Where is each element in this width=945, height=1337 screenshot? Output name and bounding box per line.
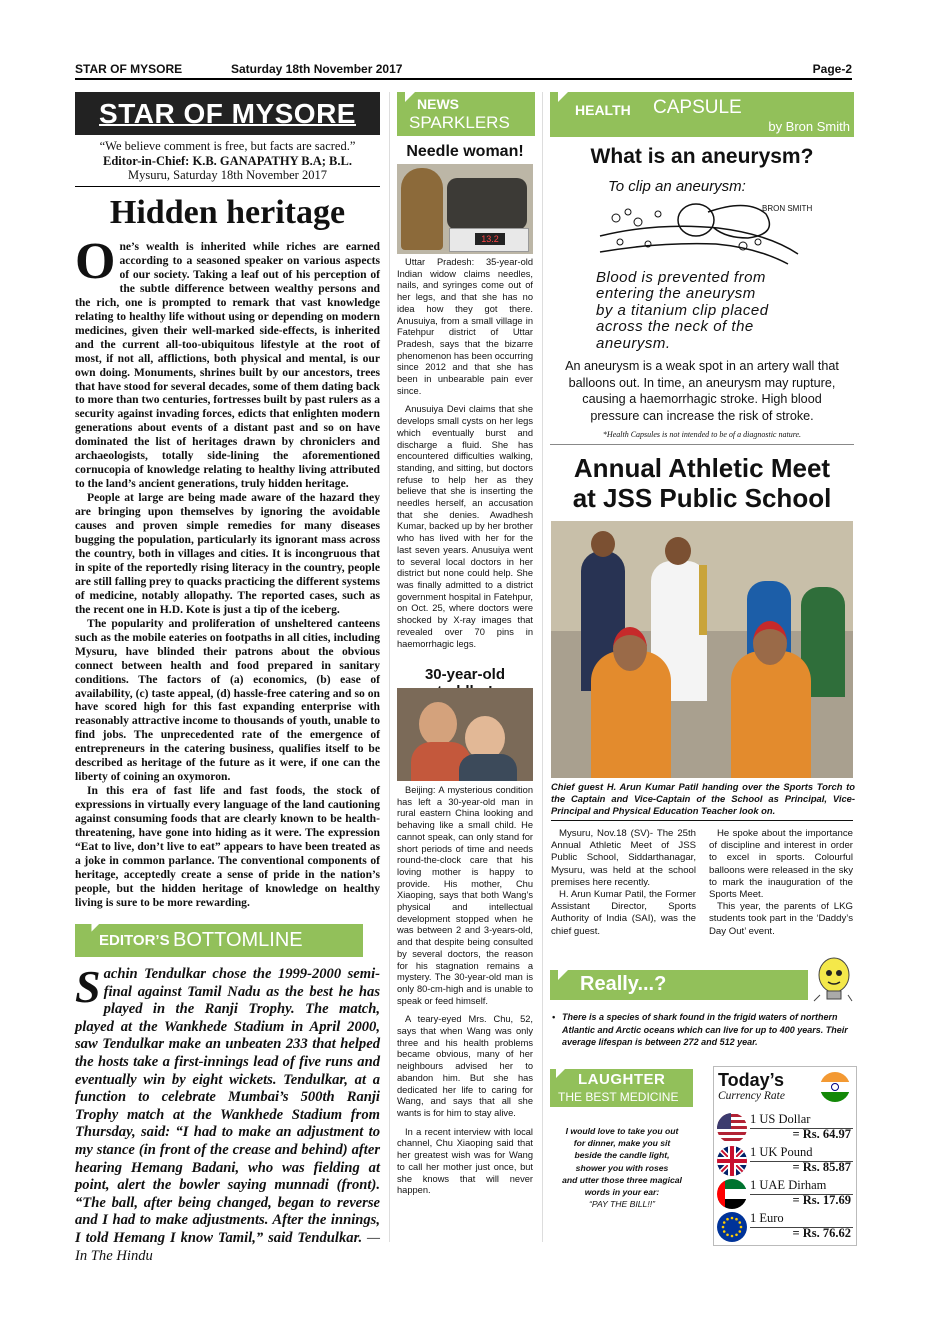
column-rule	[542, 92, 543, 1242]
laughter-label-1: LAUGHTER	[578, 1071, 666, 1088]
joke-line: words in your ear:	[584, 1187, 660, 1198]
weighing-scale	[449, 228, 529, 252]
header-paper-name: STAR OF MYSORE	[75, 62, 183, 76]
currency-value: = Rs. 17.69	[792, 1193, 851, 1207]
masthead-editor: Editor-in-Chief: K.B. GANAPATHY B.A; B.L.	[103, 153, 352, 168]
editorial-paragraph: People at large are being made aware of the hazard they are bringing upon themselves by ignoring the avoidable causes and proven simple remedies for many diseases bugging the population, particularly its ignorant mass across the country, both in villages and cities. It is incongruous that in spite of the reportedly rising literacy in the country, people are still falling prey to quacks practicing the different systems of medicine, notably allopathy. The reported cases, such as the recent one in H.D. Kote is just a tip of the iceberg.	[75, 491, 380, 616]
banner-notch	[558, 970, 568, 980]
column-rule	[389, 92, 390, 1242]
editorial-dropcap: O	[75, 233, 116, 290]
story2-title: 30-year-old	[424, 666, 506, 683]
child-clothing	[459, 754, 517, 781]
banner-notch	[556, 1069, 565, 1078]
needle-woman-photo	[397, 164, 533, 254]
athletic-paragraph: Mysuru, Nov.18 (SV)- The 25th Annual Athletic Meet of JSS Public School, Siddarthanagar, Mysuru, was held at the school premises here recently.	[551, 828, 696, 888]
editorial-body	[75, 233, 380, 910]
joke-line: beside the candle light,	[574, 1150, 670, 1161]
editorial-paragraph: In this era of fast life and fast foods, the stock of expressions in virtually every language of the land cautioning against consuming foods that are clearly known to be health-threatening, have gone into hiding as it were. The expression “Eat to live, don’t live to eat” appears to have been treated as a joke in common parlance. The conventional components of heritage, acceptedly create a sense of pride in the nation’s people, but the hidden heritage of knowledge on healthy living is sure to be more rewarding.	[75, 784, 380, 909]
really-fact: There is a species of shark found in the frigid waters of northern Atlantic and Arctic oceans which can live for up to 400 years. Their average lifespan is between 272 and 512 year.	[562, 1012, 848, 1047]
currency-title: Today’s	[718, 1070, 785, 1090]
laughter-joke	[552, 1125, 692, 1210]
story2-body	[397, 785, 533, 1204]
story-paragraph: A teary-eyed Mrs. Chu, 52, says that when Wang was only three and his health problems became obvious, many of her neighbours advised her to abandon him. But she has dedicated her life to caring for Wang, and says that all she wants is for him to stay alive.	[397, 1014, 533, 1118]
mother-face	[419, 702, 457, 746]
india-flag-icon	[819, 1071, 851, 1103]
story1-title: Needle woman!	[406, 143, 524, 160]
athletic-title-line-2: at JSS Public School	[572, 483, 832, 513]
joke-line: shower you with roses	[575, 1162, 669, 1173]
athletic-photo	[551, 521, 853, 778]
masthead-logo: STAR OF MYSORE	[75, 92, 380, 135]
currency-subtitle: Currency Rate	[718, 1090, 785, 1102]
currency-row-aed	[716, 1178, 853, 1210]
usa-flag-icon	[716, 1112, 748, 1144]
bottomline-dropcap: S	[75, 961, 101, 1012]
bottomline-banner	[75, 924, 363, 957]
health-body: An aneurysm is a weak spot in an artery wall that balloons out. In time, an aneurysm may rupture, causing a haemorrhagic stroke. High blood pressure can increase the risk of stroke.	[565, 359, 839, 423]
currency-name: 1 US Dollar	[750, 1112, 811, 1126]
sparklers-banner	[397, 92, 535, 136]
currency-value: = Rs. 64.97	[792, 1127, 851, 1141]
captain-head	[613, 627, 647, 671]
banner-notch	[405, 92, 415, 102]
athletic-paragraph: H. Arun Kumar Patil, the Former Assistant Director, Sports Authority of India (SAI), was the chief guest.	[551, 889, 696, 937]
joke-line: for dinner, make you sit	[573, 1138, 671, 1149]
handwritten-line: Blood is prevented from	[596, 269, 766, 286]
athletic-paragraph: This year, the parents of LKG students took part in the ‘Daddy’s Day Out’ event.	[709, 901, 853, 937]
currency-row-gbp	[716, 1145, 853, 1177]
joke-punchline: “PAY THE BILL!!”	[589, 1199, 655, 1210]
header-date: Saturday 18th November 2017	[231, 62, 403, 76]
athletic-paragraph: He spoke about the importance of discipline and interest in order to excel in sports. Colourful balloons were released in the sky to mark the inauguration of the Sports Meet.	[709, 828, 853, 901]
story-paragraph: Anusuiya Devi claims that she develops small cysts on her legs which eventually burst and discharge a fluid. She has encountered difficulties walking, standing, and sitting, but doctors refuse to help her as they believe that she is inserting the needles herself, an accusation that she denies. Awadhesh Kumar, backed up by her brother who has lived with her for the last seven years. Anusuiya went to several local doctors in her district but none could help. She was finally admitted to a district government hospital in Fatehpur, on Oct. 25, where doctors were shocked by X-ray images that revealed over 70 pins in haemorrhagic legs.	[397, 404, 533, 649]
currency-row-usd	[716, 1112, 853, 1144]
sports-torch	[699, 565, 707, 635]
uae-flag-icon	[716, 1178, 748, 1210]
handwritten-line: across the neck of the	[596, 318, 754, 336]
handwritten-line: entering the aneurysm	[596, 285, 756, 303]
header-page-number: Page-2	[812, 62, 852, 76]
currency-name: 1 Euro	[750, 1211, 784, 1225]
scale-display: 13.2	[475, 233, 505, 245]
page-header	[75, 62, 852, 80]
editorial-paragraph: ne’s wealth is inherited while riches are earned according to a seasoned speaker on various aspects of our society. Taking a leaf out of his perception of the subtle difference between wealthy persons and the rich, one is prompted to remark that vast knowledge relating to healthy life without using or depending on modern medicines, given their well-marked side-effects, is inherited and the current all-too-ubiquitous lifestyle at the root of most, if not all, afflictions, both physical and mental, is our own doing. Monuments, shrines built by our ancestors, trees that have stood for several decades, some of them dating back to more than two centuries, fortresses built by past rulers as a security against invading forces, edicts that enlighten modern generations about events of a distant past and so on have dominated the list of heritages drawn by chroniclers and archaeologists, totally side-lining the aforementioned cornucopia of knowledge relating to healthy living attributed to the land’s ancient generations, truly hidden heritage.	[75, 240, 380, 491]
health-byline: by Bron Smith	[768, 119, 850, 134]
really-label: Really...?	[580, 973, 667, 995]
needles-pile	[447, 178, 527, 230]
story-paragraph: Uttar Pradesh: 35-year-old Indian widow claims needles, nails, and syringes come out of her legs, and that she has no idea how they got there. Anusuiya, from a small village in Fatehpur district of Uttar Pradesh, says that the bizarre phenomenon has been occurring since 2012 and that she has been in unbearable pain ever since.	[397, 257, 533, 396]
handwritten-note	[596, 270, 826, 352]
bottomline-credit: —In The Hindu	[75, 1229, 380, 1264]
aneurysm-sketch	[598, 178, 818, 270]
story-paragraph: In a recent interview with local channel, Chu Xiaoping said that her greatest wish was for Wang to call her mother just once, but she knows that will never happen.	[397, 1126, 533, 1196]
athletic-body-col-2	[709, 828, 853, 938]
really-text	[552, 1011, 852, 1049]
vice-captain-figure	[731, 651, 811, 778]
chief-guest-head	[665, 537, 691, 565]
currency-name: 1 UK Pound	[750, 1145, 813, 1159]
athletic-caption: Chief guest H. Arun Kumar Patil handing over the Sports Torch to the Captain and Vice-Captain of the School as Principal, Vice-Principal and Physical Education Teacher look on.	[551, 781, 855, 817]
sparklers-label-1: NEWS	[417, 96, 459, 112]
athletic-title-line-1: Annual Athletic Meet	[573, 453, 831, 483]
athletic-headline	[550, 453, 854, 513]
bullet-icon: •	[552, 1012, 556, 1022]
currency-name: 1 UAE Dirham	[750, 1178, 827, 1192]
laughter-label-2: THE BEST MEDICINE	[558, 1090, 679, 1104]
currency-row-eur	[716, 1211, 853, 1243]
caption-divider	[551, 820, 853, 821]
editorial-title: Hidden heritage	[109, 194, 346, 231]
laughter-banner	[550, 1069, 693, 1107]
handwritten-line: by a titanium clip placed	[596, 301, 769, 319]
bottomline-body	[75, 961, 380, 1265]
sketch-title: To clip an aneurysm:	[608, 178, 746, 195]
editorial-paragraph: The popularity and proliferation of unsheltered canteens such as the mobile eateries on footpaths in all cities, including Mysuru, have blinded their patrons about the obvious connect between health and food prepared in sanitary conditions. The factors of (a) economics, (b) ease of availability, (c) taste appeal, (d) hassle-free catering and so on have scored high for this fast expanding enterprise with reasonably attractive income to thousands of youth, unable to find jobs. The unprecedented rate of the emergence of entrepreneurs in the catering business, qualifies itself to be described as heritage of the future as it were, if one can the liberty of coining an oxymoron.	[75, 616, 380, 784]
masthead-dateline: Mysuru, Saturday 18th November 2017	[128, 168, 327, 182]
joke-line: I would love to take you out	[565, 1126, 679, 1136]
woman-figure	[401, 168, 443, 250]
joke-line: and utter those three magical	[562, 1174, 682, 1185]
principal-head	[591, 531, 615, 557]
currency-value: = Rs. 76.62	[792, 1226, 851, 1240]
masthead-divider	[75, 186, 380, 187]
eu-flag-icon	[716, 1211, 748, 1243]
bottomline-label-big: BOTTOMLINE	[173, 929, 303, 951]
really-banner	[550, 970, 808, 1000]
health-title: What is an aneurysm?	[590, 145, 814, 168]
toddler-photo	[397, 688, 533, 781]
health-label-1: HEALTH	[575, 102, 631, 118]
health-disclaimer: *Health Capsules is not intended to be of a diagnostic nature.	[602, 430, 802, 439]
bottomline-text: achin Tendulkar chose the 1999-2000 semi-final against Tamil Nadu as the best he has played in the Ranji Trophy. The match, played at the Wankhede Stadium in April 2000, saw Tendulkar make an unbeaten 233 that helped the hosts take a first-innings lead of five runs and eventually win by eight wickets. Tendulkar, at a function to celebrate Mumbai’s 500th Ranji Trophy match at the Wankhede Stadium from Thursday, said: “I had to make an adjustment to my stance (in front of the crease and behind) after hearing Hemang Badani, who was fielding at point, alert the bowler saying munnadi (front). “The ball, after being changed, began to reverse and I had to make adjustments. After the innings, I told Hemang I know Tamil,” said Tendulkar.	[75, 966, 380, 1246]
health-label-2: CAPSULE	[653, 97, 742, 118]
story1-body	[397, 257, 533, 657]
sketch-signature: BRON SMITH	[762, 204, 813, 213]
banner-notch	[558, 92, 568, 102]
handwritten-line: aneurysm.	[596, 334, 671, 352]
athletic-body-col-1	[551, 828, 696, 938]
health-divider	[550, 444, 854, 445]
story-paragraph: Beijing: A mysterious condition has left a 30-year-old man in rural eastern China looking and behaving like a small child. He cannot speak, can only stand for short periods of time and needs round-the-clock care that his loving mother is happy to provide. His mother, Chu Xiaoping, says that both Wang’s physical and intellectual development stopped when he was between 2 and 3-years-old, and that despite being consulted by several doctors, the reason for his stagnation remains a mystery. The 30-year-old man is only 80-cm-high and is unable to speak or feed himself.	[397, 785, 533, 1006]
masthead-quote: “We believe comment is free, but facts are sacred.”	[99, 139, 356, 153]
sparklers-label-2: SPARKLERS	[409, 113, 510, 132]
vice-captain-head	[753, 621, 787, 665]
lightbulb-icon	[812, 955, 854, 1005]
uk-flag-icon	[716, 1145, 748, 1177]
currency-value: = Rs. 85.87	[792, 1160, 851, 1174]
masthead-block	[75, 139, 380, 183]
health-banner	[550, 92, 854, 137]
bottomline-label-small: EDITOR’S	[99, 932, 170, 949]
banner-notch	[84, 910, 105, 931]
